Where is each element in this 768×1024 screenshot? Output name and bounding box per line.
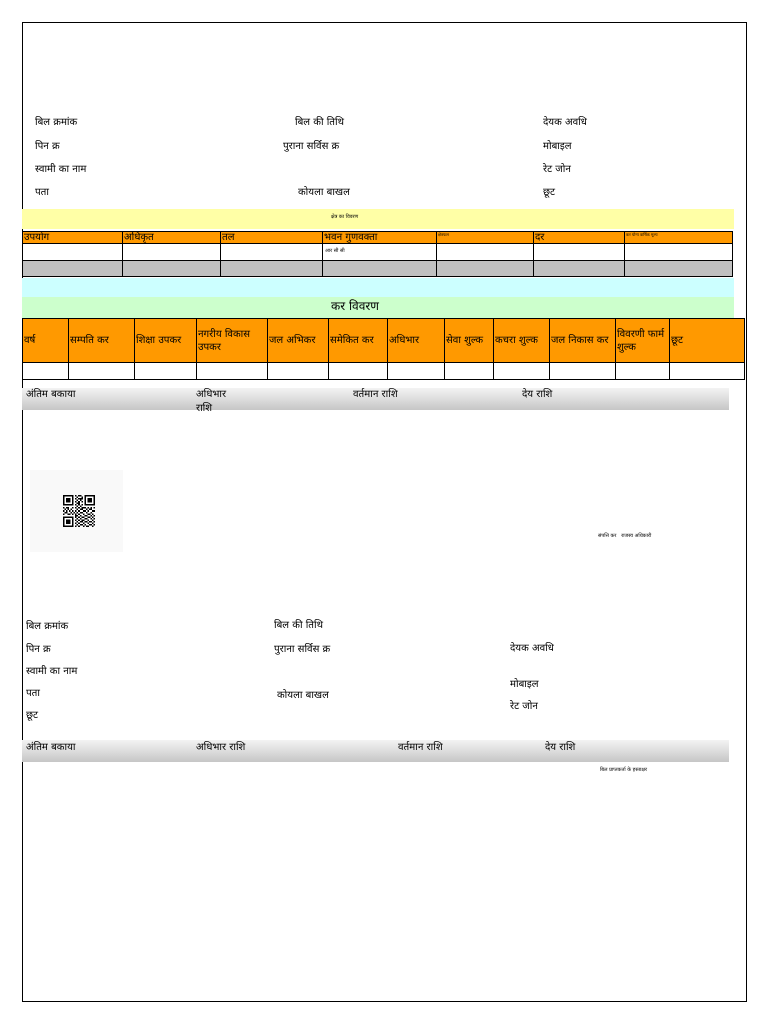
- counterfoil-address-label: पता: [26, 688, 40, 699]
- tax-col-discount: छूट: [670, 319, 745, 363]
- tax-col-year: वर्ष: [23, 319, 69, 363]
- area-cell-area: [437, 244, 534, 261]
- tax-cell: [197, 363, 268, 380]
- area-total-cell: [123, 261, 221, 277]
- bill-border: [22, 22, 747, 1002]
- tax-cell: [494, 363, 550, 380]
- tax-col-service-charge: सेवा शुल्क: [445, 319, 494, 363]
- area-total-cell: [437, 261, 534, 277]
- counterfoil-owner-name-label: स्वामी का नाम: [26, 666, 78, 677]
- address-label: पता: [35, 187, 49, 198]
- tax-cell: [550, 363, 616, 380]
- area-header-row: [23, 232, 733, 244]
- area-total-cell: [23, 261, 123, 277]
- receiver-signature-label: बिल प्राप्तकर्ता के हस्ताक्षर: [600, 767, 648, 773]
- tax-col-water-tax: जल अभिकर: [268, 319, 329, 363]
- area-col-rate: दर: [534, 232, 625, 244]
- area-col-area: क्षेत्रफल: [437, 232, 534, 244]
- tax-col-drainage-tax: जल निकास कर: [550, 319, 616, 363]
- counterfoil-old-service-label: पुराना सर्विस क्र: [274, 644, 331, 655]
- area-col-floor: तल: [221, 232, 323, 244]
- counterfoil-rate-zone-label: रेट जोन: [510, 701, 538, 712]
- counterfoil-summary-bar: [22, 740, 729, 762]
- area-total-row: [23, 261, 733, 277]
- tax-cell: [135, 363, 197, 380]
- area-total-cell: [625, 261, 733, 277]
- area-cell-authorized: [123, 244, 221, 261]
- counterfoil-address-value: कोयला बाखल: [277, 690, 329, 701]
- counterfoil-current-amount-label: वर्तमान राशि: [398, 742, 443, 753]
- area-col-taxable-value: कर योग्य वार्षिक मूल्य: [625, 232, 733, 244]
- rate-zone-label: रेट जोन: [543, 164, 571, 175]
- area-cell-floor: [221, 244, 323, 261]
- area-details-table: [22, 231, 733, 277]
- mobile-label: मोबाइल: [543, 141, 572, 152]
- final-arrears-label: अंतिम बकाया: [26, 389, 76, 400]
- area-cell-building-quality: आर सी सी: [323, 244, 437, 261]
- counterfoil-surcharge-amount-label: अधिभार राशि: [196, 742, 246, 753]
- counterfoil-pin-label: पिन क्र: [26, 644, 51, 655]
- tax-col-urban-development-cess: नगरीय विकास उपकर: [197, 319, 268, 363]
- spacer-band: [22, 278, 734, 297]
- owner-name-label: स्वामी का नाम: [35, 164, 87, 175]
- officer-signature-label: संपत्ति कर राजस्व अधिकारी: [598, 533, 652, 539]
- counterfoil-bill-date-label: बिल की तिथि: [274, 620, 323, 631]
- tax-cell: [329, 363, 388, 380]
- counterfoil-bill-number-label: बिल क्रमांक: [26, 621, 69, 632]
- area-col-building-quality: भवन गुणवक्ता: [323, 232, 437, 244]
- tax-cell: [268, 363, 329, 380]
- tax-col-garbage-charge: कचरा शुल्क: [494, 319, 550, 363]
- area-cell-taxable-value: [625, 244, 733, 261]
- qr-code-icon: [63, 495, 95, 527]
- tax-cell: [616, 363, 670, 380]
- area-details-title: क्षेत्र का विवरण: [331, 214, 359, 220]
- tax-cell: [23, 363, 69, 380]
- discount-label: छूट: [543, 187, 556, 198]
- area-total-cell: [221, 261, 323, 277]
- area-cell-rate: [534, 244, 625, 261]
- tax-header-row: [23, 319, 745, 363]
- tax-cell: [69, 363, 135, 380]
- tax-details-table: [22, 318, 745, 380]
- counterfoil-mobile-label: मोबाइल: [510, 679, 539, 690]
- tax-col-education-cess: शिक्षा उपकर: [135, 319, 197, 363]
- counterfoil-bill-period-label: देयक अवधि: [510, 643, 554, 654]
- tax-col-consolidated-tax: समेकित कर: [329, 319, 388, 363]
- tax-cell: [445, 363, 494, 380]
- area-total-cell: [534, 261, 625, 277]
- tax-data-row: [23, 363, 745, 380]
- tax-details-title: कर विवरण: [331, 299, 379, 313]
- surcharge-amount-label: अधिभार राशि: [196, 389, 227, 414]
- area-details-band: [22, 209, 734, 229]
- bill-date-label: बिल की तिथि: [295, 117, 344, 128]
- tax-col-property-tax: सम्पति कर: [69, 319, 135, 363]
- counterfoil-final-arrears-label: अंतिम बकाया: [26, 742, 76, 753]
- bill-period-label: देयक अवधि: [543, 117, 587, 128]
- address-value: कोयला बाखल: [298, 187, 350, 198]
- tax-cell: [388, 363, 445, 380]
- area-col-authorized: अधिकृत: [123, 232, 221, 244]
- counterfoil-discount-label: छूट: [26, 710, 39, 721]
- tax-col-return-form-fee: विवरणी फार्म शुल्क: [616, 319, 670, 363]
- current-amount-label: वर्तमान राशि: [353, 389, 398, 400]
- area-col-usage: उपयोग: [23, 232, 123, 244]
- tax-col-surcharge: अधिभार: [388, 319, 445, 363]
- area-cell-usage: [23, 244, 123, 261]
- area-data-row: [23, 244, 733, 261]
- area-total-cell: [323, 261, 437, 277]
- old-service-label: पुराना सर्विस क्र: [283, 141, 340, 152]
- bill-number-label: बिल क्रमांक: [35, 117, 78, 128]
- pin-label: पिन क्र: [35, 141, 60, 152]
- counterfoil-payable-amount-label: देय राशि: [545, 742, 576, 753]
- payable-amount-label: देय राशि: [522, 389, 553, 400]
- tax-cell: [670, 363, 745, 380]
